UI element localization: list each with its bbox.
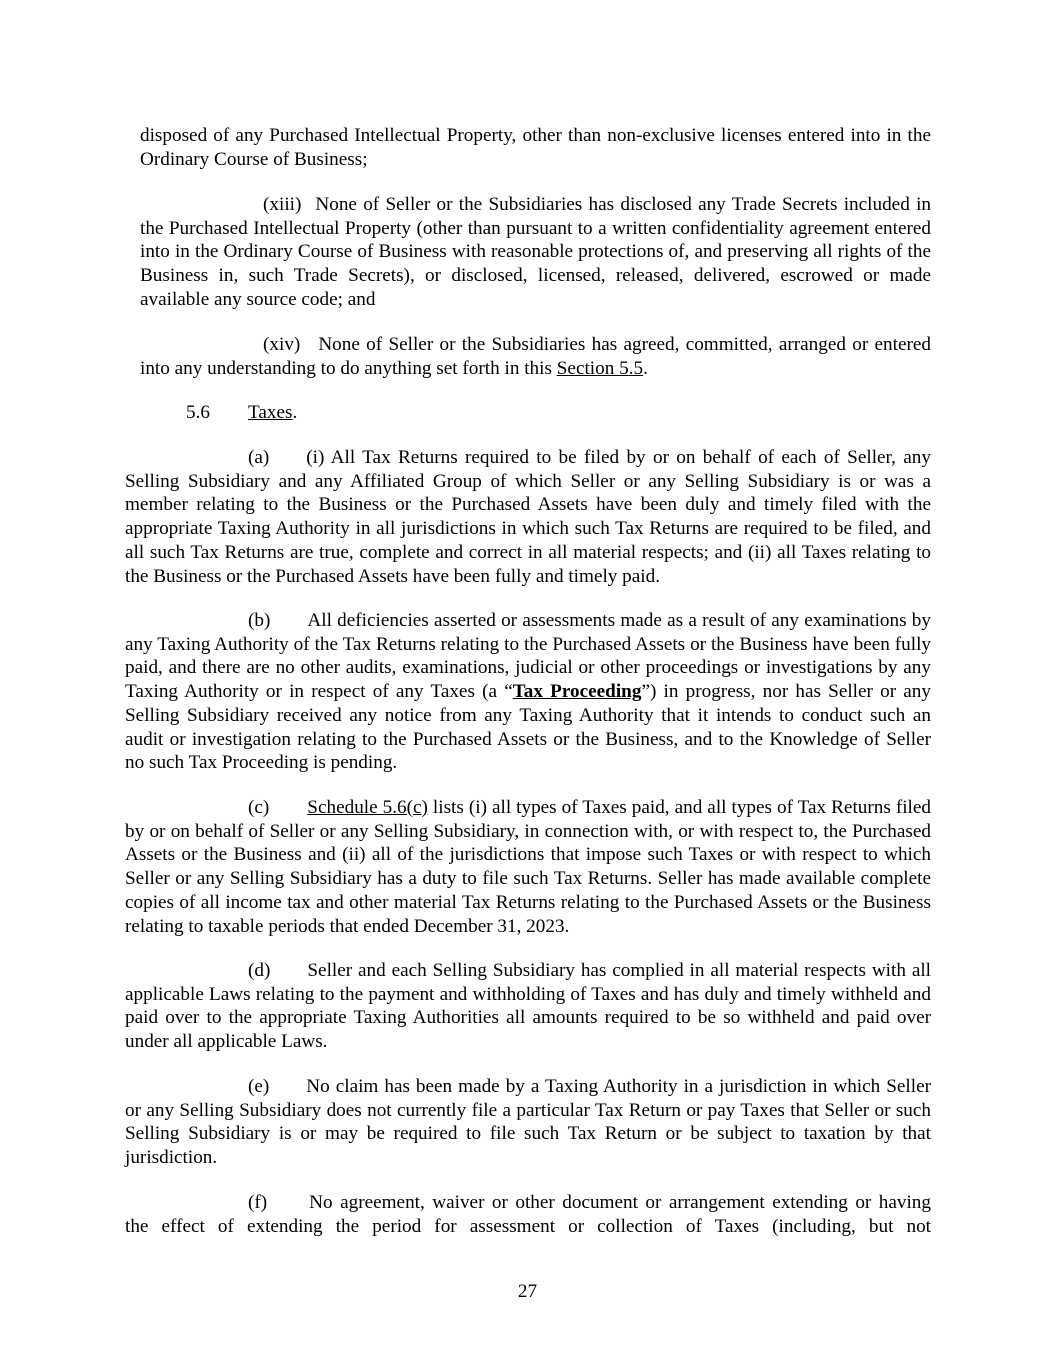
paragraph-f [125, 1191, 931, 1238]
paragraph-b [125, 609, 931, 775]
paragraph-label: (e) [248, 1076, 270, 1097]
paragraph-xiii [140, 193, 931, 312]
paragraph-label: (b) [248, 610, 271, 631]
paragraph-text: No claim has been made by a Taxing Authority in a jurisdiction in which Seller or any Selling Subsidiary does not currently file a particular Tax Return or pay Taxes that Seller or such Selling Subsidiary is or may be required to file such Tax Return or be subject to taxation by that jurisdiction. [125, 1076, 931, 1169]
section-number: 5.6 [186, 402, 210, 423]
section-heading [186, 401, 297, 425]
paragraph-label: (xiv) [263, 334, 301, 355]
paragraph-label: (f) [248, 1192, 268, 1213]
schedule-reference-link: Schedule 5.6(c) [307, 797, 428, 818]
paragraph-c [125, 796, 931, 938]
paragraph-label: (c) [248, 797, 270, 818]
paragraph-continuation [140, 124, 931, 171]
paragraph-a [125, 446, 931, 588]
page-number: 27 [517, 1281, 538, 1302]
paragraph-text: Seller and each Selling Subsidiary has complied in all material respects with all applicable Laws relating to the payment and withholding of Taxes and has duly and timely withheld and paid over to the appropriate Taxing Authorities all amounts required to be so withheld and paid over under all applicable Laws. [125, 960, 931, 1053]
paragraph-text: All deficiencies asserted or assessments made as a result of any examinations by any Taxing Authority of the Tax Returns relating to the Purchased Assets or the Business have been fully paid, and there are no other audits, examinations, judicial or other proceedings or investigations by any Taxing Authority or in respect of any Taxes (a “ [125, 610, 931, 703]
paragraph-text: No agreement, waiver or other document or arrangement extending or having the effect of extending the period for assessment or collection of Taxes (including, but not [125, 1192, 931, 1237]
paragraph-label: (d) [248, 960, 271, 981]
paragraph-text: None of Seller or the Subsidiaries has disclosed any Trade Secrets included in the Purchased Intellectual Property (other than pursuant to a written confidentiality agreement entered into in the Ordinary Course of Business with reasonable protections of, and preserving all rights of the Business in, such Trade Secrets), or disclosed, licensed, released, delivered, escrowed or made available any source code; and [140, 194, 931, 310]
paragraph-d [125, 959, 931, 1054]
paragraph-text-end: . [643, 357, 648, 379]
paragraph-text: lists (i) all types of Taxes paid, and all types of Tax Returns filed by or on behalf of Seller or any Selling Subsidiary, in connection with, or with respect to, the Purchased Assets or the Business and (ii) all of the jurisdictions that impose such Taxes or with respect to which Seller or any Selling Subsidiary has a duty to file such Tax Returns. Seller has made available complete copies of all income tax and other material Tax Returns relating to the Purchased Assets or the Business relating to taxable periods that ended December 31, 2023. [125, 797, 931, 937]
section-title-punct: . [292, 402, 298, 423]
paragraph-text-end: ”) in progress, nor has Seller or any Selling Subsidiary received any notice from any Taxing Authority that it intends to conduct such an audit or investigation relating to the Purchased Assets or the Business, and to the Knowledge of Seller no such Tax Proceeding is pending. [125, 681, 931, 774]
paragraph-e [125, 1075, 931, 1170]
paragraph-label: (a) [248, 447, 270, 468]
section-reference-link: Section 5.5 [556, 357, 644, 379]
paragraph-label: (xiii) [263, 194, 302, 215]
defined-term: Tax Proceeding [512, 681, 642, 703]
section-title: Taxes [248, 402, 293, 423]
paragraph-text: (i) All Tax Returns required to be filed by or on behalf of each of Seller, any Selling Subsidiary and any Affiliated Group of which Seller or any Selling Subsidiary is or was a member relating to the Business or the Purchased Assets have been duly and timely filed with the appropriate Taxing Authority in all jurisdictions in which such Tax Returns are required to be filed, and all such Tax Returns are true, complete and correct in all material respects; and (ii) all Taxes relating to the Business or the Purchased Assets have been fully and timely paid. [125, 447, 931, 587]
paragraph-xiv [140, 333, 931, 380]
paragraph-text: disposed of any Purchased Intellectual Property, other than non-exclusive licenses entered into in the Ordinary Course of Business; [140, 125, 931, 170]
paragraph-text: None of Seller or the Subsidiaries has agreed, committed, arranged or entered into any understanding to do anything set forth in this [140, 334, 931, 379]
